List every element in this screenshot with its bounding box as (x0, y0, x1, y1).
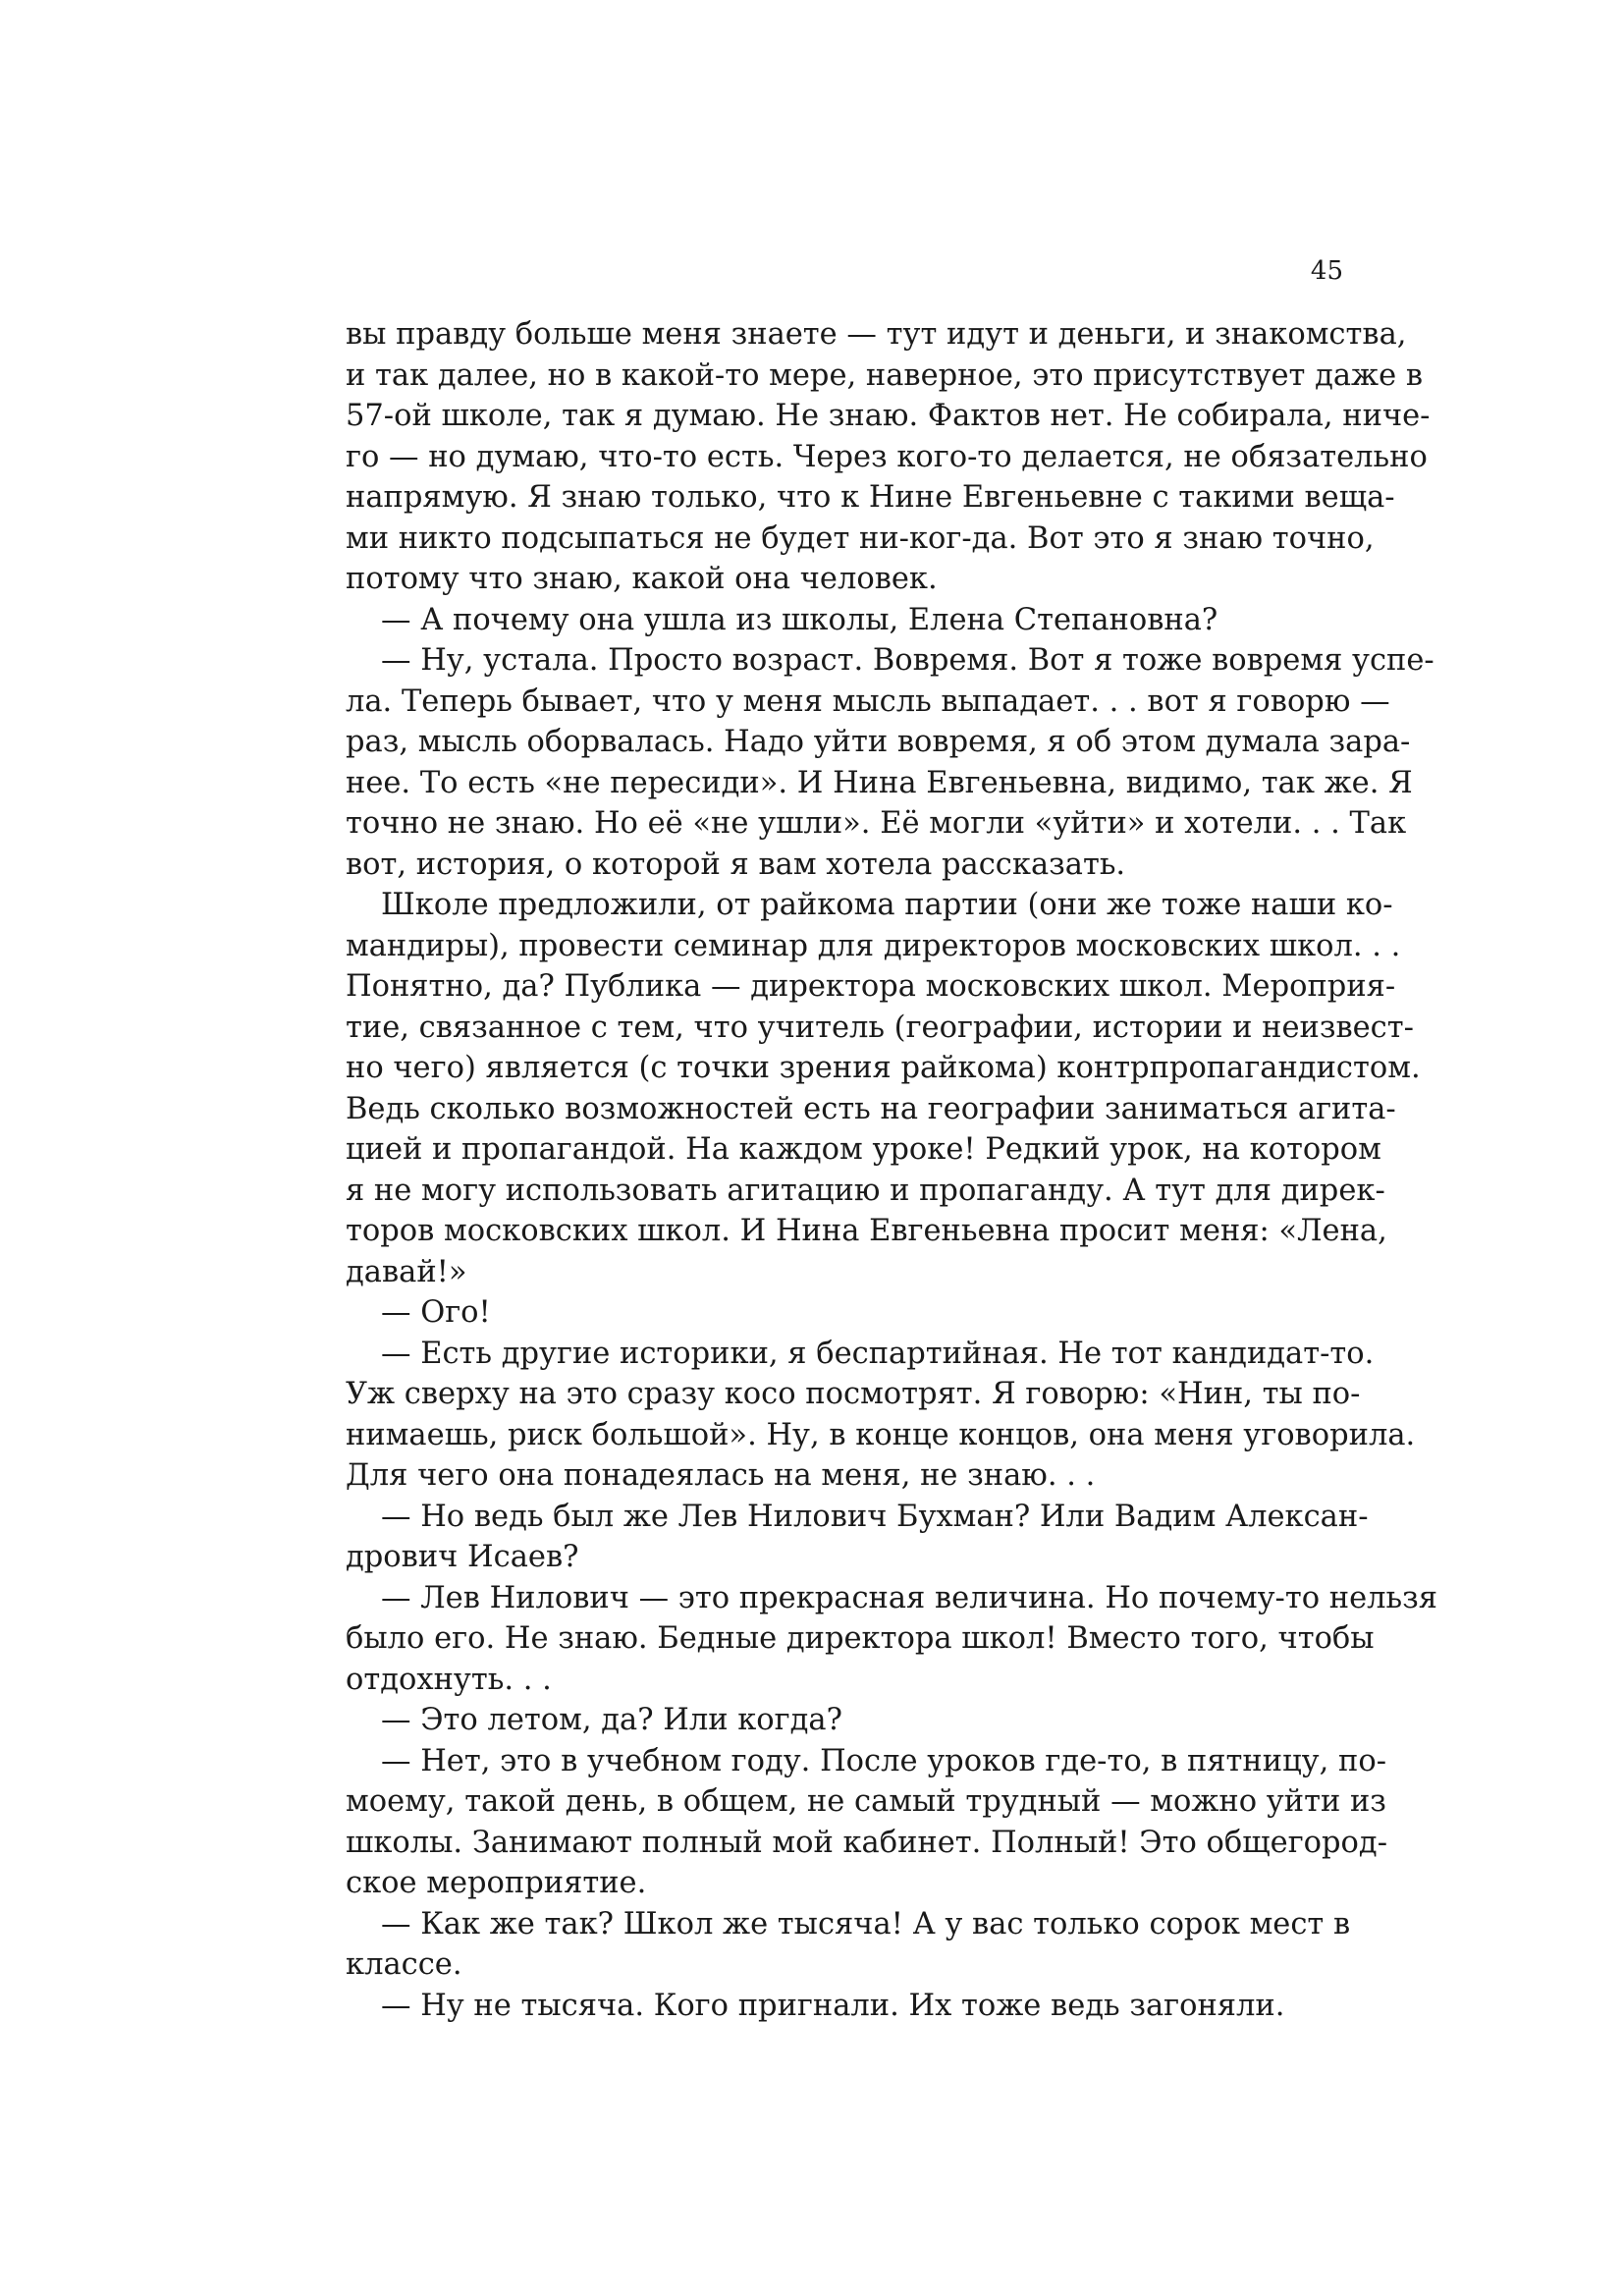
body-text (346, 314, 1438, 2026)
text-line: — Ну не тысяча. Кого пригнали. Их тоже ведь загоняли. (381, 1988, 1285, 2023)
text-line: ми никто подсыпаться не будет ни-ког-да. Вот это я знаю точно, (346, 520, 1375, 556)
text-line: было его. Не знаю. Бедные директора школ! Вместо того, чтобы (346, 1621, 1375, 1656)
text-line: Понятно, да? Публика — директора московских школ. Мероприя- (346, 969, 1396, 1004)
text-line: Для чего она понадеялась на меня, не знаю. . . (346, 1458, 1096, 1493)
text-line: — Ого! (381, 1295, 491, 1330)
text-line: Ведь сколько возможностей есть на географии заниматься агита- (346, 1091, 1396, 1126)
text-line: напрямую. Я знаю только, что к Нине Евгеньевне с такими веща- (346, 480, 1395, 515)
text-line: Школе предложили, от райкома партии (они же тоже наши ко- (381, 888, 1393, 922)
text-line: классе. (346, 1947, 462, 1982)
text-line: — А почему она ушла из школы, Елена Степановна? (381, 602, 1218, 637)
text-line: нимаешь, риск большой». Ну, в конце концов, она меня уговорила. (346, 1417, 1416, 1452)
text-line: — Нет, это в учебном году. После уроков где-то, в пятницу, по- (381, 1743, 1387, 1778)
text-line: школы. Занимают полный мой кабинет. Полный! Это общегород- (346, 1825, 1388, 1860)
text-line: — Как же так? Школ же тысяча! А у вас только сорок мест в (381, 1906, 1351, 1941)
text-line: и так далее, но в какой-то мере, наверное, это присутствует даже в (346, 357, 1424, 393)
text-line: отдохнуть. . . (346, 1662, 552, 1697)
text-line: мандиры), провести семинар для директоров московских школ. . . (346, 928, 1401, 963)
text-line: я не могу использовать агитацию и пропаганду. А тут для дирек- (346, 1173, 1385, 1208)
text-line: вот, история, о которой я вам хотела рассказать. (346, 847, 1126, 882)
text-line: го — но думаю, что-то есть. Через кого-то делается, не обязательно (346, 439, 1428, 474)
text-line: нее. То есть «не пересиди». И Нина Евгеньевна, видимо, так же. Я (346, 765, 1413, 800)
text-line: — Ну, устала. Просто возраст. Вовремя. Вот я тоже вовремя успе- (381, 643, 1434, 678)
text-line: но чего) является (с точки зрения райкома) контрпропагандистом. (346, 1051, 1421, 1085)
text-line: раз, мысль оборвалась. Надо уйти вовремя, я об этом думала зара- (346, 725, 1411, 759)
text-line: вы правду больше меня знаете — тут идут и деньги, и знакомства, (346, 317, 1407, 352)
text-line: — Но ведь был же Лев Нилович Бухман? Или Вадим Алексан- (381, 1499, 1369, 1534)
text-line: дрович Исаев? (346, 1540, 579, 1574)
text-line: ла. Теперь бывает, что у меня мысль выпадает. . . вот я говорю — (346, 683, 1390, 719)
text-line: 57-ой школе, так я думаю. Не знаю. Фактов нет. Не собирала, ниче- (346, 399, 1431, 433)
text-line: — Лев Нилович — это прекрасная величина. Но почему-то нельзя (381, 1580, 1438, 1615)
text-line: цией и пропагандой. На каждом уроке! Редкий урок, на котором (346, 1132, 1381, 1167)
text-line: ское мероприятие. (346, 1866, 647, 1900)
text-line: тие, связанное с тем, что учитель (географии, истории и неизвест- (346, 1010, 1414, 1045)
text-line: — Есть другие историки, я беспартийная. Не тот кандидат-то. (381, 1336, 1375, 1371)
text-line: — Это летом, да? Или когда? (381, 1703, 842, 1737)
text-line: давай!» (346, 1254, 467, 1289)
text-line: точно не знаю. Но её «не ушли». Её могли «уйти» и хотели. . . Так (346, 806, 1407, 841)
page-number: 45 (1310, 256, 1343, 286)
text-line: торов московских школ. И Нина Евгеньевна просит меня: «Лена, (346, 1214, 1387, 1248)
text-line: Уж сверху на это сразу косо посмотрят. Я говорю: «Нин, ты по- (346, 1377, 1361, 1411)
text-line: потому что знаю, какой она человек. (346, 562, 938, 596)
text-line: моему, такой день, в общем, не самый трудный — можно уйти из (346, 1784, 1386, 1819)
